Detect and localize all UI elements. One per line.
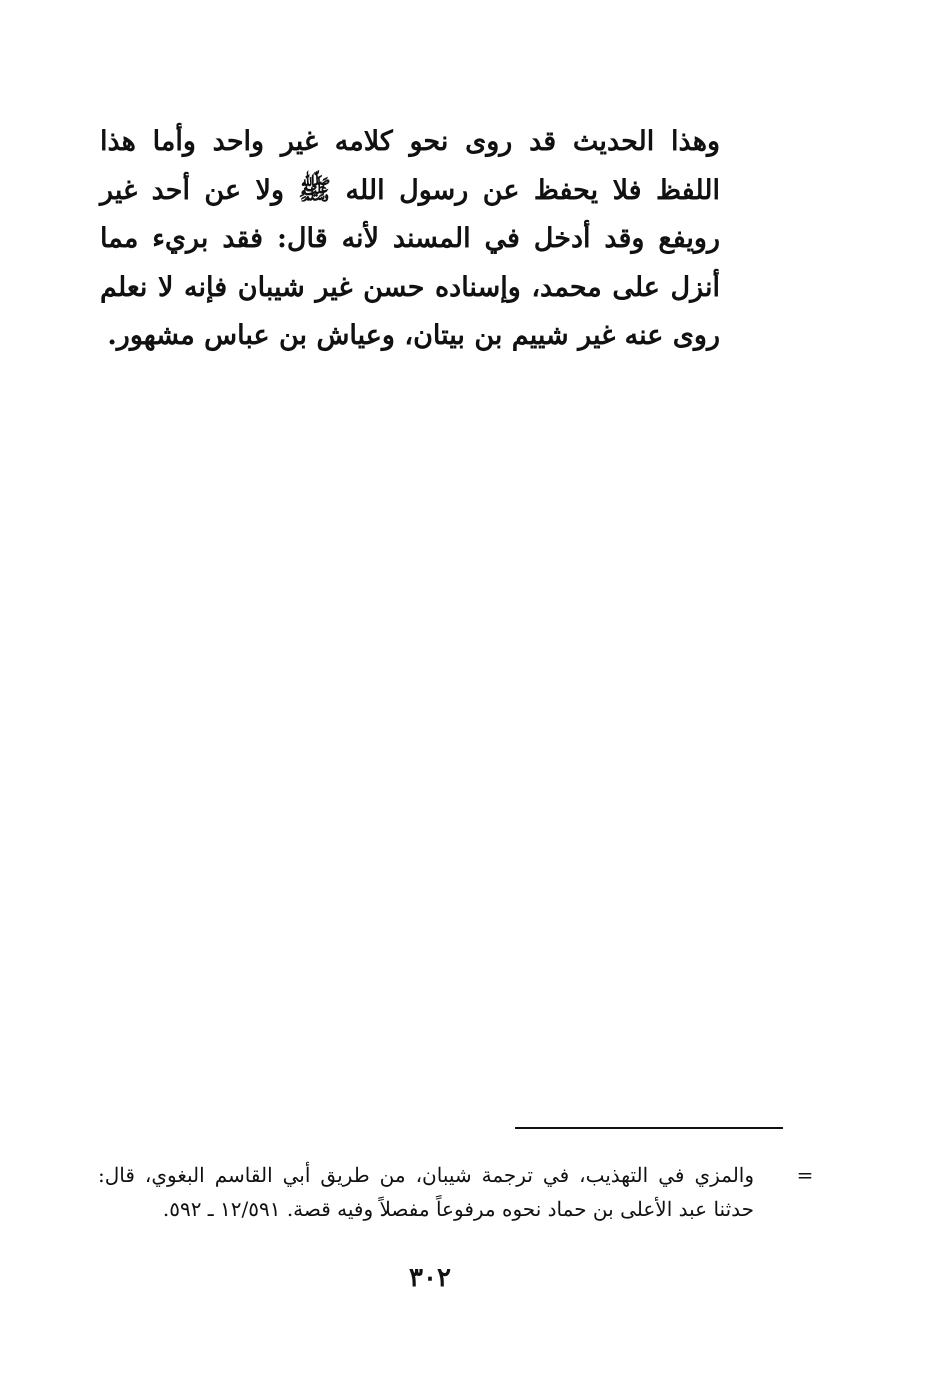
footnote-separator-line bbox=[515, 1127, 783, 1129]
body-text-block bbox=[100, 118, 720, 361]
page-number: ٣٠٢ bbox=[409, 1263, 451, 1293]
body-paragraph: وهذا الحديث قد روى نحو كلامه غير واحد وأما هذا اللفظ فلا يحفظ عن رسول الله ﷺ ولا عن أحد غير رويفع وقد أدخل في المسند لأنه قال: فقد بريء مما أنزل على محمد، وإسناده حسن غير شيبان فإنه لا نعلم روى عنه غير شييم بن بيتان، وعياش بن عباس مشهور. bbox=[100, 126, 720, 351]
footnote-text: والمزي في التهذيب، في ترجمة شيبان، من طريق أبي القاسم البغوي، قال: حدثنا عبد الأعلى بن حماد نحوه مرفوعاً مفصلاً وفيه قصة. ١٢/٥٩١ ـ ٥٩٢. bbox=[98, 1163, 754, 1221]
footnote-continuation-marker: = bbox=[796, 1163, 814, 1187]
footnote-block bbox=[98, 1158, 820, 1226]
